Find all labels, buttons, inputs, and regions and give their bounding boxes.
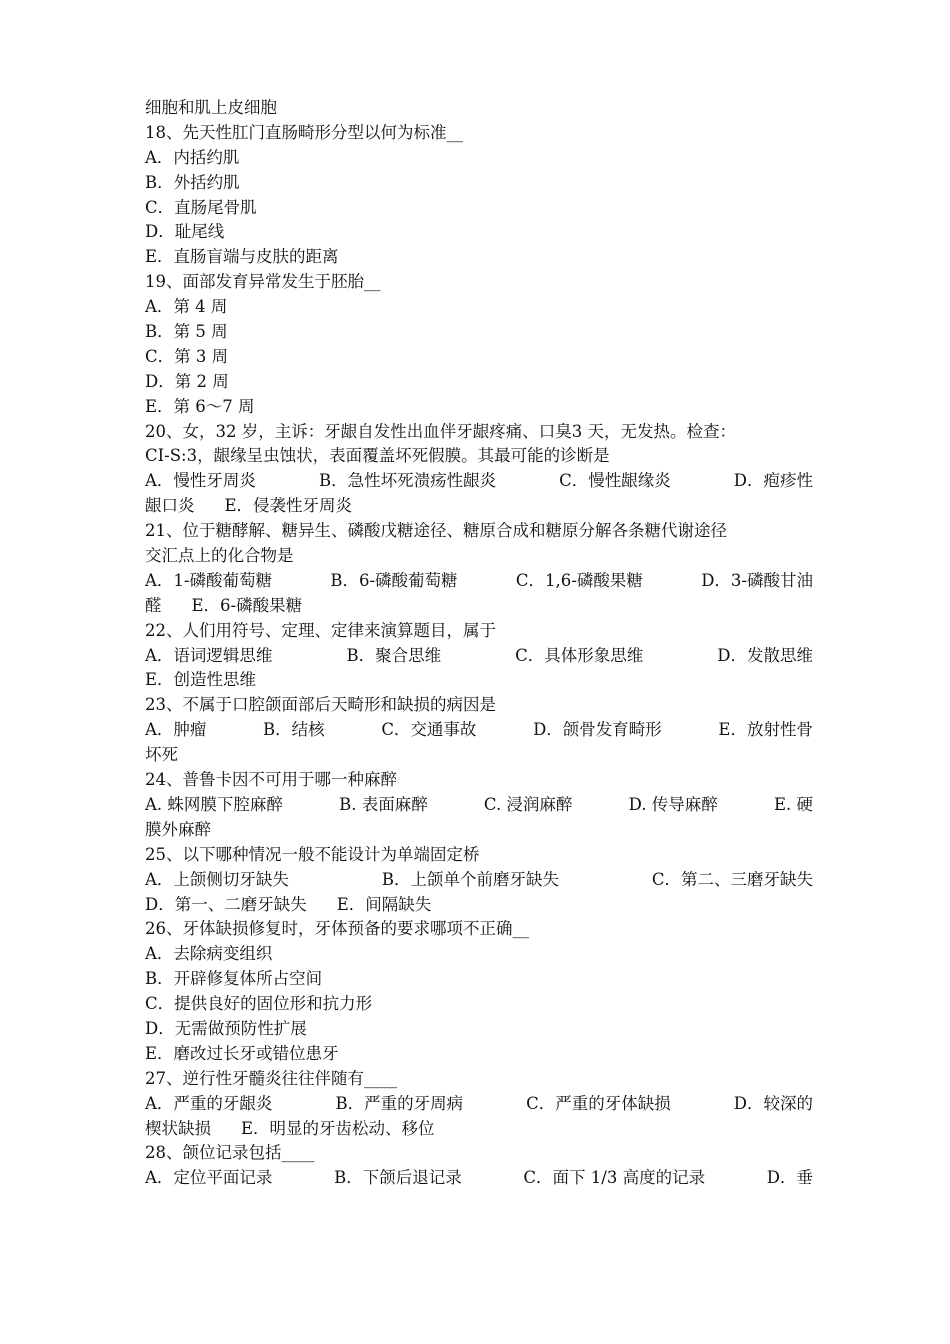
option-text: E．侵袭性牙周炎 (224, 496, 353, 516)
option-text: A．1-磷酸葡萄糖 (145, 570, 272, 590)
question-stem: 27、逆行性牙髓炎往往伴随有____ (145, 1068, 397, 1088)
option-text: B．急性坏死溃疡性龈炎 (318, 471, 497, 491)
option-text: D．较深的 (733, 1093, 813, 1113)
question-stem: 28、颌位记录包括____ (145, 1143, 315, 1163)
text-line: 膜外麻醉 (145, 819, 211, 839)
option-text: A．定位平面记录 (145, 1168, 273, 1188)
question-stem: 25、以下哪种情况一般不能设计为单端固定桥 (145, 844, 480, 864)
question-stem: 18、先天性肛门直肠畸形分型以何为标准__ (145, 122, 463, 142)
option-text: C．1,6-磷酸果糖 (515, 570, 643, 590)
option-text: A. 蛛网膜下腔麻醉 (145, 794, 283, 814)
option-text: A．上颌侧切牙缺失 (145, 869, 289, 889)
text-line: D．第 2 周 (145, 371, 229, 391)
option-text: A．严重的牙龈炎 (145, 1093, 273, 1113)
text-line: A．内括约肌 (145, 147, 240, 167)
options-line (145, 893, 813, 918)
options-line (145, 494, 813, 519)
option-text: C．严重的牙体缺损 (526, 1093, 671, 1113)
option-text: D．发散思维 (717, 645, 813, 665)
text-line: D．耻尾线 (145, 222, 225, 242)
option-text: E．6-磷酸果糖 (191, 595, 303, 615)
text-line: A．第 4 周 (145, 297, 228, 317)
option-text: C. 浸润麻醉 (483, 794, 573, 814)
option-text: D．颌骨发育畸形 (533, 720, 662, 740)
text-line: B．第 5 周 (145, 322, 228, 342)
option-text: E．间隔缺失 (336, 894, 432, 914)
option-text: C．第二、三磨牙缺失 (651, 869, 813, 889)
question-stem: 20、女，32 岁，主诉：牙龈自发性出血伴牙龈疼痛、口臭3 天，无发热。检查： (145, 421, 736, 441)
option-text: 楔状缺损 (145, 1118, 211, 1138)
text-line: B．外括约肌 (145, 172, 240, 192)
question-stem: 21、位于糖酵解、糖异生、磷酸戊糖途径、糖原合成和糖原分解各条糖代谢途径 (145, 521, 727, 541)
text-line: E．直肠盲端与皮肤的距离 (145, 247, 339, 267)
text-line: E．创造性思维 (145, 670, 257, 690)
option-text: C．面下 1/3 高度的记录 (523, 1168, 706, 1188)
option-text: E．放射性骨 (718, 720, 813, 740)
text-line: C．直肠尾骨肌 (145, 197, 257, 217)
text-line: C．提供良好的固位形和抗力形 (145, 994, 373, 1014)
option-text: A．慢性牙周炎 (145, 471, 256, 491)
option-text: D．3-磷酸甘油 (701, 570, 813, 590)
options-line (145, 793, 813, 818)
option-text: E. 硬 (773, 794, 813, 814)
text-line: A．去除病变组织 (145, 944, 273, 964)
option-text: B．6-磷酸葡萄糖 (330, 570, 458, 590)
question-stem: 24、普鲁卡因不可用于哪一种麻醉 (145, 770, 397, 790)
text-line: 细胞和肌上皮细胞 (145, 98, 277, 117)
option-text: B．结核 (263, 720, 325, 740)
options-line (145, 469, 813, 494)
options-line (145, 569, 813, 594)
question-stem: 22、人们用符号、定理、定律来演算题目，属于 (145, 620, 496, 640)
option-text: C．慢性龈缘炎 (559, 471, 671, 491)
text-line: 交汇点上的化合物是 (145, 546, 294, 566)
option-text: C．具体形象思维 (515, 645, 644, 665)
text-line: E．第 6～7 周 (145, 396, 255, 416)
options-line (145, 1092, 813, 1117)
option-text: 醛 (145, 595, 162, 615)
option-text: D．垂 (766, 1168, 813, 1188)
question-text (145, 96, 813, 1191)
option-text: D．疱疹性 (733, 471, 813, 491)
option-text: A．语词逻辑思维 (145, 645, 273, 665)
option-text: B．下颌后退记录 (334, 1168, 462, 1188)
question-stem: 26、牙体缺损修复时，牙体预备的要求哪项不正确__ (145, 919, 529, 939)
option-text: B．严重的牙周病 (335, 1093, 464, 1113)
question-stem: 19、面部发育异常发生于胚胎__ (145, 272, 381, 292)
text-line: B．开辟修复体所占空间 (145, 969, 323, 989)
options-line (145, 868, 813, 893)
options-line (145, 1117, 813, 1142)
option-text: C．交通事故 (381, 720, 477, 740)
option-text: D．第一、二磨牙缺失 (145, 894, 307, 914)
option-text: A．肿瘤 (145, 720, 207, 740)
options-line (145, 1166, 813, 1191)
option-text: 龈口炎 (145, 496, 195, 516)
options-line (145, 718, 813, 743)
option-text: E．明显的牙齿松动、移位 (241, 1118, 435, 1138)
option-text: B. 表面麻醉 (339, 794, 428, 814)
text-line: E．磨改过长牙或错位患牙 (145, 1043, 339, 1063)
option-text: B．聚合思维 (346, 645, 442, 665)
text-line: CI-S:3，龈缘呈虫蚀状，表面覆盖坏死假膜。其最可能的诊断是 (145, 446, 610, 466)
text-line: C．第 3 周 (145, 346, 229, 366)
options-line (145, 594, 813, 619)
options-line (145, 644, 813, 669)
question-stem: 23、不属于口腔颌面部后天畸形和缺损的病因是 (145, 695, 496, 715)
text-line: 坏死 (145, 745, 178, 765)
text-line: D．无需做预防性扩展 (145, 1018, 307, 1038)
option-text: B．上颌单个前磨牙缺失 (381, 869, 559, 889)
option-text: D. 传导麻醉 (628, 794, 718, 814)
